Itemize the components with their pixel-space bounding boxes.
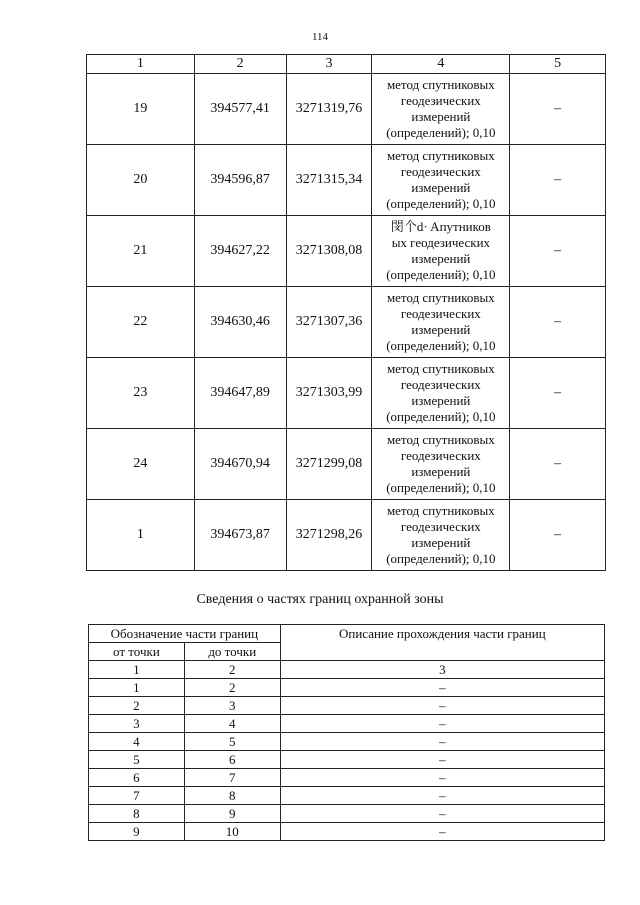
to-point: 3 xyxy=(184,697,280,715)
table-row xyxy=(87,358,606,429)
method-description xyxy=(372,145,510,216)
note: – xyxy=(510,287,606,358)
header-boundary-part-designation: Обозначение части границ xyxy=(89,625,281,643)
coordinate-x: 394673,87 xyxy=(194,500,286,571)
coordinate-x: 394627,22 xyxy=(194,216,286,287)
note: – xyxy=(510,429,606,500)
coordinate-x: 394670,94 xyxy=(194,429,286,500)
boundary-description: – xyxy=(280,679,604,697)
method-line: измерений xyxy=(411,535,471,550)
table-row xyxy=(87,429,606,500)
parts-header-row xyxy=(89,625,605,643)
column-header: 4 xyxy=(372,55,510,74)
method-description xyxy=(372,500,510,571)
coordinate-y: 3271319,76 xyxy=(286,74,372,145)
coordinate-x: 394630,46 xyxy=(194,287,286,358)
method-line: метод спутниковых xyxy=(386,290,495,305)
coordinate-y: 3271307,36 xyxy=(286,287,372,358)
to-point: 10 xyxy=(184,823,280,841)
table-row xyxy=(89,805,605,823)
coordinate-x: 394647,89 xyxy=(194,358,286,429)
method-line: измерений xyxy=(411,109,471,124)
method-line: измерений xyxy=(411,393,471,408)
table-row xyxy=(87,216,606,287)
point-number: 1 xyxy=(87,500,195,571)
method-line: измерений xyxy=(411,464,471,479)
method-line: (определений); 0,10 xyxy=(386,551,496,566)
to-point: 9 xyxy=(184,805,280,823)
from-point: 1 xyxy=(89,661,185,679)
table-row xyxy=(89,661,605,679)
method-line: метод спутниковых xyxy=(386,432,495,447)
table-row xyxy=(87,287,606,358)
from-point: 4 xyxy=(89,733,185,751)
header-boundary-description: Описание прохождения части границ xyxy=(280,625,604,661)
coordinate-x: 394596,87 xyxy=(194,145,286,216)
from-point: 3 xyxy=(89,715,185,733)
method-line: геодезических xyxy=(400,519,481,534)
coordinate-y: 3271308,08 xyxy=(286,216,372,287)
method-description xyxy=(372,74,510,145)
table-row xyxy=(89,697,605,715)
boundary-parts-table xyxy=(88,624,605,841)
method-line: геодезических xyxy=(400,164,481,179)
note: – xyxy=(510,500,606,571)
coordinate-y: 3271303,99 xyxy=(286,358,372,429)
table-row xyxy=(89,733,605,751)
method-description xyxy=(372,429,510,500)
to-point: 6 xyxy=(184,751,280,769)
method-line: геодезических xyxy=(400,306,481,321)
method-description xyxy=(372,358,510,429)
from-point: 1 xyxy=(89,679,185,697)
method-line: геодезических xyxy=(400,93,481,108)
from-point: 5 xyxy=(89,751,185,769)
page-number: 114 xyxy=(311,31,329,43)
boundary-description: – xyxy=(280,769,604,787)
header-from-point: от точки xyxy=(89,643,185,661)
coordinate-y: 3271315,34 xyxy=(286,145,372,216)
section-title: Сведения о частях границ охранной зоны xyxy=(196,592,444,607)
to-point: 5 xyxy=(184,733,280,751)
method-line: метод спутниковых xyxy=(386,503,495,518)
method-line: (определений); 0,10 xyxy=(386,409,496,424)
to-point: 7 xyxy=(184,769,280,787)
note: – xyxy=(510,358,606,429)
table-row xyxy=(89,751,605,769)
point-number: 19 xyxy=(87,74,195,145)
from-point: 7 xyxy=(89,787,185,805)
boundary-description: – xyxy=(280,751,604,769)
from-point: 2 xyxy=(89,697,185,715)
method-line: (определений); 0,10 xyxy=(386,125,496,140)
method-line: метод спутниковых xyxy=(386,148,495,163)
table-row xyxy=(89,769,605,787)
method-line: (определений); 0,10 xyxy=(386,196,496,211)
point-number: 23 xyxy=(87,358,195,429)
point-number: 20 xyxy=(87,145,195,216)
column-header: 1 xyxy=(87,55,195,74)
table-row xyxy=(89,715,605,733)
table-row xyxy=(87,74,606,145)
method-line: метод спутниковых xyxy=(386,361,495,376)
note: – xyxy=(510,145,606,216)
table-row xyxy=(89,823,605,841)
coordinate-y: 3271298,26 xyxy=(286,500,372,571)
boundary-description: 3 xyxy=(280,661,604,679)
header-to-point: до точки xyxy=(184,643,280,661)
from-point: 6 xyxy=(89,769,185,787)
table-row xyxy=(89,787,605,805)
from-point: 9 xyxy=(89,823,185,841)
boundary-description: – xyxy=(280,733,604,751)
point-number: 22 xyxy=(87,287,195,358)
boundary-description: – xyxy=(280,715,604,733)
coordinate-y: 3271299,08 xyxy=(286,429,372,500)
method-line: (определений); 0,10 xyxy=(386,480,496,495)
to-point: 4 xyxy=(184,715,280,733)
to-point: 2 xyxy=(184,661,280,679)
note: – xyxy=(510,74,606,145)
method-line: метод спутниковых xyxy=(386,77,495,92)
method-line: геодезических xyxy=(400,448,481,463)
method-line: геодезических xyxy=(400,377,481,392)
method-line: измерений xyxy=(411,322,471,337)
coordinate-x: 394577,41 xyxy=(194,74,286,145)
column-header: 2 xyxy=(194,55,286,74)
coordinates-header-row xyxy=(87,55,606,74)
to-point: 2 xyxy=(184,679,280,697)
point-number: 21 xyxy=(87,216,195,287)
from-point: 8 xyxy=(89,805,185,823)
column-header: 3 xyxy=(286,55,372,74)
boundary-description: – xyxy=(280,787,604,805)
boundary-description: – xyxy=(280,805,604,823)
column-header: 5 xyxy=(510,55,606,74)
to-point: 8 xyxy=(184,787,280,805)
boundary-description: – xyxy=(280,823,604,841)
table-row xyxy=(87,145,606,216)
method-line: (определений); 0,10 xyxy=(386,267,496,282)
method-line: измерений xyxy=(411,180,471,195)
method-line: 閔个d· Aпутников xyxy=(390,219,491,234)
method-line: (определений); 0,10 xyxy=(386,338,496,353)
method-line: измерений xyxy=(411,251,471,266)
table-row xyxy=(89,679,605,697)
method-description xyxy=(372,216,510,287)
point-number: 24 xyxy=(87,429,195,500)
boundary-description: – xyxy=(280,697,604,715)
note: – xyxy=(510,216,606,287)
method-line: ых геодезических xyxy=(391,235,491,250)
coordinates-table xyxy=(86,54,606,571)
table-row xyxy=(87,500,606,571)
method-description xyxy=(372,287,510,358)
